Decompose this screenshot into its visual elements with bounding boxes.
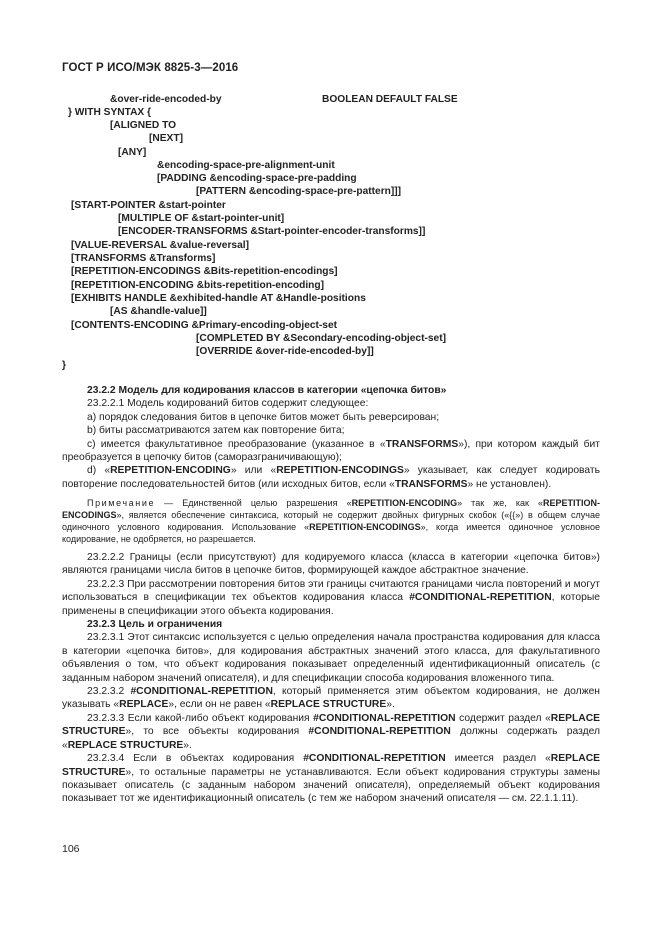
list-item: b) биты рассматриваются затем как повторение бита; <box>87 425 345 437</box>
code-line: [ALIGNED TO <box>110 120 177 131</box>
code-line: [MULTIPLE OF &start-pointer-unit] <box>118 213 285 224</box>
code-line: [ENCODER-TRANSFORMS &Start-pointer-encoder-transforms]] <box>118 226 426 237</box>
code-line: &encoding-space-pre-alignment-unit <box>157 160 335 171</box>
code-line: [PADDING &encoding-space-pre-padding <box>157 173 357 184</box>
document-header: ГОСТ Р ИСО/МЭК 8825-3—2016 <box>62 62 239 74</box>
code-line: [PATTERN &encoding-space-pre-pattern]]] <box>196 186 402 197</box>
page-number: 106 <box>62 843 80 855</box>
section-23-2-2-continued <box>62 551 600 806</box>
code-line: [AS &handle-value]] <box>110 306 207 317</box>
code-line: [ANY] <box>118 147 147 158</box>
code-line: [NEXT] <box>149 133 183 144</box>
paragraph: 23.2.2.2 Границы (если присутствуют) для кодируемого класса (класса в категории «цепочка битов») являются границами числа битов в цепочке битов, формирующей каждое абстрактное значение. <box>62 552 600 577</box>
section-23-2-2 <box>62 384 600 491</box>
note: Примечание — Единственной целью разрешения «REPETITION-ENCODING» так же, как «REPETITION-ENCODINGS», является обеспечение синтаксиса, который не содержит двойных фигурных скобок («{{») в общем случае одиночного условного кодирования. Использование «REPETITION-ENCODINGS», когда имеется одиночное условное кодирование, не одобряется, но разрешается. <box>62 498 600 544</box>
code-line: [VALUE-REVERSAL &value-reversal] <box>71 240 249 251</box>
code-line: [START-POINTER &start-pointer <box>71 200 226 211</box>
paragraph: 23.2.2.1 Модель кодирований битов содержит следующее: <box>87 398 369 410</box>
code-line: } <box>62 360 66 371</box>
list-item: a) порядок следования битов в цепочке битов может быть реверсирован; <box>87 411 440 423</box>
paragraph: 23.2.3.4 Если в объектах кодирования #CONDITIONAL-REPETITION имеется раздел «REPLACE STRUCTURE», то остальные параметры не устанавливаются. Если объект кодирования структуры замены показывает описатель (с заданным набором значений описателя), определяемый объект кодирования показывает тот же идентификационный описатель (с тем же набором значений описателя — см. 22.1.1.11). <box>62 753 600 805</box>
code-line: [COMPLETED BY &Secondary-encoding-object-set] <box>196 333 446 344</box>
paragraph: 23.2.2.3 При рассмотрении повторения битов эти границы считаются границами числа повторений и могут использоваться в спецификации тех объектов кодирования класса #CONDITIONAL-REPETITION, которые применены в спецификации этого объекта кодирования. <box>62 578 600 617</box>
code-line: BOOLEAN DEFAULT FALSE <box>322 94 458 105</box>
code-line: [OVERRIDE &over-ride-encoded-by]] <box>196 346 374 357</box>
code-line: [CONTENTS-ENCODING &Primary-encoding-object-set <box>71 320 338 331</box>
section-heading: 23.2.3 Цель и ограничения <box>87 619 223 631</box>
paragraph: 23.2.3.2 #CONDITIONAL-REPETITION, который применяется этим объектом кодирования, не должен указывать «REPLACE», если он не равен «REPLACE STRUCTURE». <box>62 686 600 711</box>
code-line: } WITH SYNTAX { <box>68 107 152 118</box>
paragraph: 23.2.3.1 Этот синтаксис используется с целью определения начала пространства кодирования для класса в категории «цепочка битов», для кодирования абстрактных значений этого класса, для факультативного объявления о том, что объект кодирования показывает определенный идентификационный описатель (с заданным набором значений описателя), и для спецификации способа кодирования вложенного типа. <box>62 632 600 684</box>
section-heading: 23.2.2 Модель для кодирования классов в категории «цепочка битов» <box>87 385 447 396</box>
paragraph: 23.2.3.3 Если какой-либо объект кодирования #CONDITIONAL-REPETITION содержит раздел «REPLACE STRUCTURE», то все объекты кодирования #CONDITIONAL-REPETITION должны содержать раздел «REPLACE STRUCTURE». <box>62 712 600 751</box>
code-line: &over-ride-encoded-by <box>110 94 222 105</box>
code-line: [TRANSFORMS &Transforms] <box>71 253 216 264</box>
code-line: [REPETITION-ENCODING &bits-repetition-encoding] <box>71 280 324 291</box>
code-line: [EXHIBITS HANDLE &exhibited-handle AT &Handle-positions <box>71 293 366 304</box>
code-line: [REPETITION-ENCODINGS &Bits-repetition-encodings] <box>71 266 338 277</box>
list-item: d) «REPETITION-ENCODING» или «REPETITION-ENCODINGS» указывает, как следует кодировать повторение последовательностей битов (или исходных битов, если «TRANSFORMS» не установлен). <box>62 465 600 490</box>
note-label: Примечание <box>87 498 156 508</box>
list-item: c) имеется факультативное преобразование (указанное в «TRANSFORMS»), при котором каждый бит преобразуется в цепочку битов (саморазграничивающую); <box>62 438 600 464</box>
